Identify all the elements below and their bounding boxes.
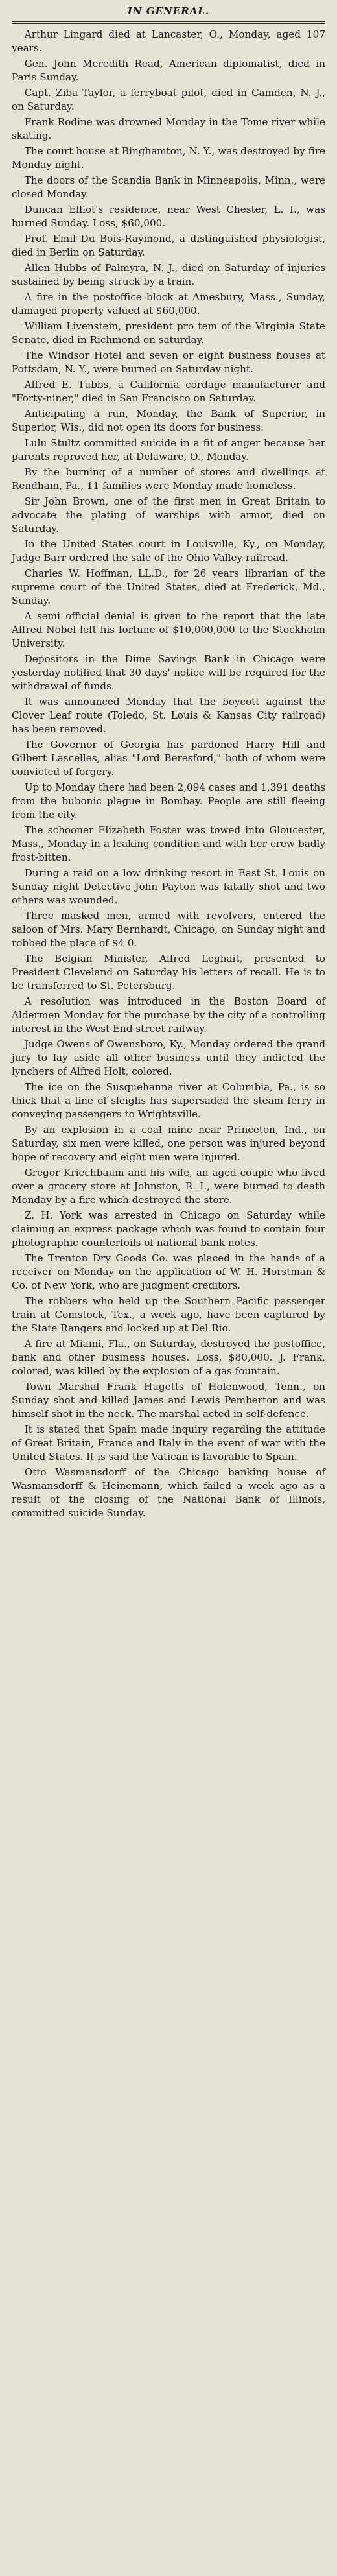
news-item: Z. H. York was arrested in Chicago on Saturday while claiming an express package which was found to contain four photographic counterfoils of national bank notes. bbox=[12, 1210, 325, 1248]
news-item: A fire in the postoffice block at Amesbury, Mass., Sunday, damaged property valued at $60,000. bbox=[12, 291, 325, 316]
news-item: A fire at Miami, Fla., on Saturday, destroyed the postoffice, bank and other business houses. Loss, $80,000. J. Frank, colored, was killed by the explosion of a gas fountain. bbox=[12, 1338, 325, 1377]
news-item: Allen Hubbs of Palmyra, N. J., died on Saturday of injuries sustained by being struck by a train. bbox=[12, 262, 325, 287]
news-item: The ice on the Susquehanna river at Columbia, Pa., is so thick that a line of sleighs has supersaded the steam ferry in conveying passengers to Wrightsville. bbox=[12, 1081, 325, 1120]
news-item: Duncan Elliot's residence, near West Chester, L. I., was burned Sunday. Loss, $60,000. bbox=[12, 204, 325, 229]
news-item: William Livenstein, president pro tem of the Virginia State Senate, died in Richmond on saturday. bbox=[12, 320, 325, 346]
news-item: Three masked men, armed with revolvers, entered the saloon of Mrs. Mary Bernhardt, Chicago, on Sunday night and robbed the place of $4 0. bbox=[12, 910, 325, 949]
news-item: It is stated that Spain made inquiry regarding the attitude of Great Britain, France and Italy in the event of war with the United States. It is said the Vatican is favorable to Spain. bbox=[12, 1424, 325, 1462]
news-item: Otto Wasmansdorff of the Chicago banking house of Wasmansdorff & Heinemann, which failed a week ago as a result of the closing of the National Bank of Illinois, committed suicide Sunday. bbox=[12, 1466, 325, 1519]
news-item: Depositors in the Dime Savings Bank in Chicago were yesterday notified that 30 days' notice will be required for the withdrawal of funds. bbox=[12, 653, 325, 692]
news-item: Prof. Emil Du Bois-Raymond, a distinguished physiologist, died in Berlin on Saturday. bbox=[12, 233, 325, 258]
news-item: The schooner Elizabeth Foster was towed into Gloucester, Mass., Monday in a leaking condition and with her crew badly frost-bitten. bbox=[12, 824, 325, 863]
news-item: Frank Rodine was drowned Monday in the Tome river while skating. bbox=[12, 116, 325, 141]
news-item: The Trenton Dry Goods Co. was placed in the hands of a receiver on Monday on the application of W. H. Horstman & Co. of New York, who are judgment creditors. bbox=[12, 1252, 325, 1291]
news-item: Gregor Kriechbaum and his wife, an aged couple who lived over a grocery store at Johnston, R. I., were burned to death Monday by a fire which destroyed the store. bbox=[12, 1167, 325, 1206]
news-item: The doors of the Scandia Bank in Minneapolis, Minn., were closed Monday. bbox=[12, 174, 325, 200]
news-item: By an explosion in a coal mine near Princeton, Ind., on Saturday, six men were killed, one person was injured beyond hope of recovery and eight men were injured. bbox=[12, 1124, 325, 1163]
news-item: Up to Monday there had been 2,094 cases and 1,391 deaths from the bubonic plague in Bombay. People are still fleeing from the city. bbox=[12, 781, 325, 820]
news-item: The Belgian Minister, Alfred Leghait, presented to President Cleveland on Saturday his letters of recall. He is to be transferred to St. Petersburg. bbox=[12, 953, 325, 992]
news-item: A resolution was introduced in the Boston Board of Aldermen Monday for the purchase by the city of a controlling interest in the West End street railway. bbox=[12, 996, 325, 1034]
news-items bbox=[12, 28, 325, 1520]
news-item: Alfred E. Tubbs, a California cordage manufacturer and "Forty-niner," died in San Francisco on Saturday. bbox=[12, 379, 325, 404]
news-item: In the United States court in Louisville, Ky., on Monday, Judge Barr ordered the sale of the Ohio Valley railroad. bbox=[12, 538, 325, 564]
news-item: Charles W. Hoffman, LL.D., for 26 years librarian of the supreme court of the United States, died at Frederick, Md., Sunday. bbox=[12, 567, 325, 606]
heading-rule bbox=[12, 21, 325, 24]
news-item: During a raid on a low drinking resort in East St. Louis on Sunday night Detective John Payton was fatally shot and two others was wounded. bbox=[12, 867, 325, 906]
news-item: The Windsor Hotel and seven or eight business houses at Pottsdam, N. Y., were burned on Saturday night. bbox=[12, 350, 325, 375]
news-item: The robbers who held up the Southern Pacific passenger train at Comstock, Tex., a week ago, have been captured by the State Rangers and locked up at Del Rio. bbox=[12, 1295, 325, 1334]
news-item: Arthur Lingard died at Lancaster, O., Monday, aged 107 years. bbox=[12, 29, 325, 54]
section-heading: IN GENERAL. bbox=[127, 5, 210, 17]
news-item: A semi official denial is given to the report that the late Alfred Nobel left his fortune of $10,000,000 to the Stockholm University. bbox=[12, 610, 325, 649]
news-item: Anticipating a run, Monday, the Bank of Superior, in Superior, Wis., did not open its doors for business. bbox=[12, 408, 325, 433]
news-item: By the burning of a number of stores and dwellings at Rendham, Pa., 11 families were Monday made homeless. bbox=[12, 466, 325, 492]
news-item: Capt. Ziba Taylor, a ferryboat pilot, died in Camden, N. J., on Saturday. bbox=[12, 87, 325, 112]
news-item: Town Marshal Frank Hugetts of Holenwood, Tenn., on Sunday shot and killed James and Lewis Pemberton and was himself shot in the neck. The marshal acted in self-defence. bbox=[12, 1381, 325, 1420]
news-item: Judge Owens of Owensboro, Ky., Monday ordered the grand jury to lay aside all other business until they indicted the lynchers of Alfred Holt, colored. bbox=[12, 1038, 325, 1077]
news-item: Sir John Brown, one of the first men in Great Britain to advocate the plating of warships with armor, died on Saturday. bbox=[12, 495, 325, 534]
news-item: Lulu Stultz committed suicide in a fit of anger because her parents reproved her, at Delaware, O., Monday. bbox=[12, 437, 325, 462]
news-item: The Governor of Georgia has pardoned Harry Hill and Gilbert Lascelles, alias "Lord Beresford," both of whom were convicted of forgery. bbox=[12, 739, 325, 778]
news-item: The court house at Binghamton, N. Y., was destroyed by fire Monday night. bbox=[12, 145, 325, 171]
news-item: Gen. John Meredith Read, American diplomatist, died in Paris Sunday. bbox=[12, 58, 325, 83]
news-item: It was announced Monday that the boycott against the Clover Leaf route (Toledo, St. Louis & Kansas City railroad) has been removed. bbox=[12, 696, 325, 735]
